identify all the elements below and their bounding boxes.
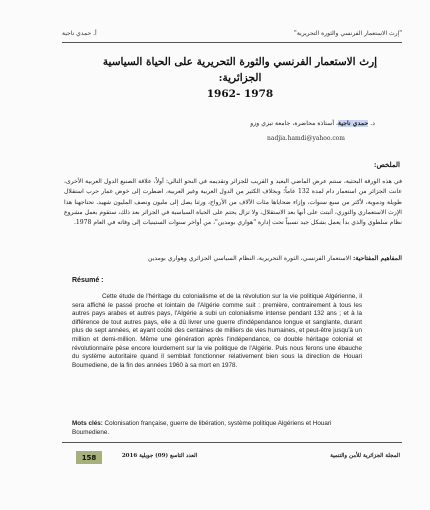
arabic-abstract-heading: الملخص: bbox=[373, 160, 400, 169]
french-keywords bbox=[72, 420, 362, 437]
arabic-keywords bbox=[64, 255, 402, 262]
article-title bbox=[80, 54, 400, 102]
page-number: 158 bbox=[76, 451, 102, 464]
french-keywords-list: Colonisation française, guerre de libération, système politique Algériens et Houari Boumediene. bbox=[72, 420, 332, 436]
issue-label: العدد التاسع (09) جويلية 2016 bbox=[121, 453, 198, 459]
french-keywords-label: Mots clés: bbox=[72, 420, 103, 427]
author-email: nadjia.hamdi@yahoo.com bbox=[267, 135, 345, 142]
author-affiliation: ، أستاذة محاضرة، جامعة تيزي وزو bbox=[250, 120, 339, 127]
french-abstract-heading: Résumé : bbox=[72, 277, 104, 284]
article-title-line2: 1978 -1962 bbox=[206, 88, 274, 100]
page-footer bbox=[62, 451, 402, 465]
author-prefix: د. bbox=[370, 120, 375, 127]
author-line bbox=[80, 120, 375, 127]
footer-divider bbox=[62, 442, 402, 443]
running-header bbox=[62, 30, 402, 37]
arabic-keywords-label: المفاهيم المفتاحية: bbox=[353, 255, 402, 262]
article-title-line1: إرث الاستعمار الفرنسي والثورة التحريرية على الحياة السياسية الجزائرية: bbox=[102, 56, 378, 84]
author-name: حمدي ناجية bbox=[338, 120, 369, 127]
header-author: أ. حمدي ناجية bbox=[62, 30, 97, 37]
header-running-title: "إرث الاستعمار الفرنسي والثورة التحريرية" bbox=[294, 30, 402, 37]
header-divider bbox=[62, 42, 402, 43]
journal-name: المجلة الجزائرية للأمن والتنمية bbox=[330, 453, 400, 459]
arabic-abstract-body: في هذه الورقة البحثية، سنتم عرض الماضي البعيد و القريب للجزائر وتقديمه في النحو التالي: أولاً، علاقة الصنيع الدول العربية الأخرى، عانت الجزائر من استعمار دام لمدة 132 عاماً؛ وبخلاف الكثير من الدول العربية وغير العربية، اضطرت إلى خوض غمار حرب استقلال طويلة ودموية، لأكثر من سبع سنوات، وإزاء ضحاياها مئات الآلاف من الأرواح، ورثنا يصل إلى مليون ونصف المليون شهيد. تحتاجهنا هذا الإرث الاستعماري والثوري، أثبتت على أنها بعد الاستقلال، ولا تزال يحتم على الحياة السياسية في الجزائر بعد ذلك، ستقوم بعمل مشروع نظام سلطوي والذي بدأ يعمل بشكل جيد نسبياً تحت إدارة "هواري بومدين"، من أواخر سنوات الستينيات إلى وفاته في العام 1978. bbox=[64, 178, 402, 227]
arabic-keywords-list: الاستعمار الفرنسي، الثورة التحريرية، النظام السياسي الجزائري وهواري بومدين bbox=[147, 255, 352, 262]
french-abstract-body: Cette étude de l'héritage du colonialisme et de la révolution sur la vie politique Algérienne, il sera affiché le passé proche et lointain de l'Algérie comme suit : première, contrairement à tous les autres pays arabes et autres pays, l'Algérie a subi un colonialisme intense pendant 132 ans ; et à la différence de tout autres pays, elle a dû livrer une guerre d'indépendance longue et sanglante, durant plus de sept années, et ayant coûté des centaines de milliers de vies humaines, et peut-être jusqu'à un million et demi-million. Même une génération après l'indépendance, ce double héritage colonial et révolutionnaire pèse encore lourdement sur la vie politique de l'Algérie. Puis nous ferons une ébauche du système autoritaire quand il semblait fonctionner relativement bien sous la direction de Houari Boumediene, de la fin des années 1960 à sa mort en 1978. bbox=[72, 293, 362, 369]
